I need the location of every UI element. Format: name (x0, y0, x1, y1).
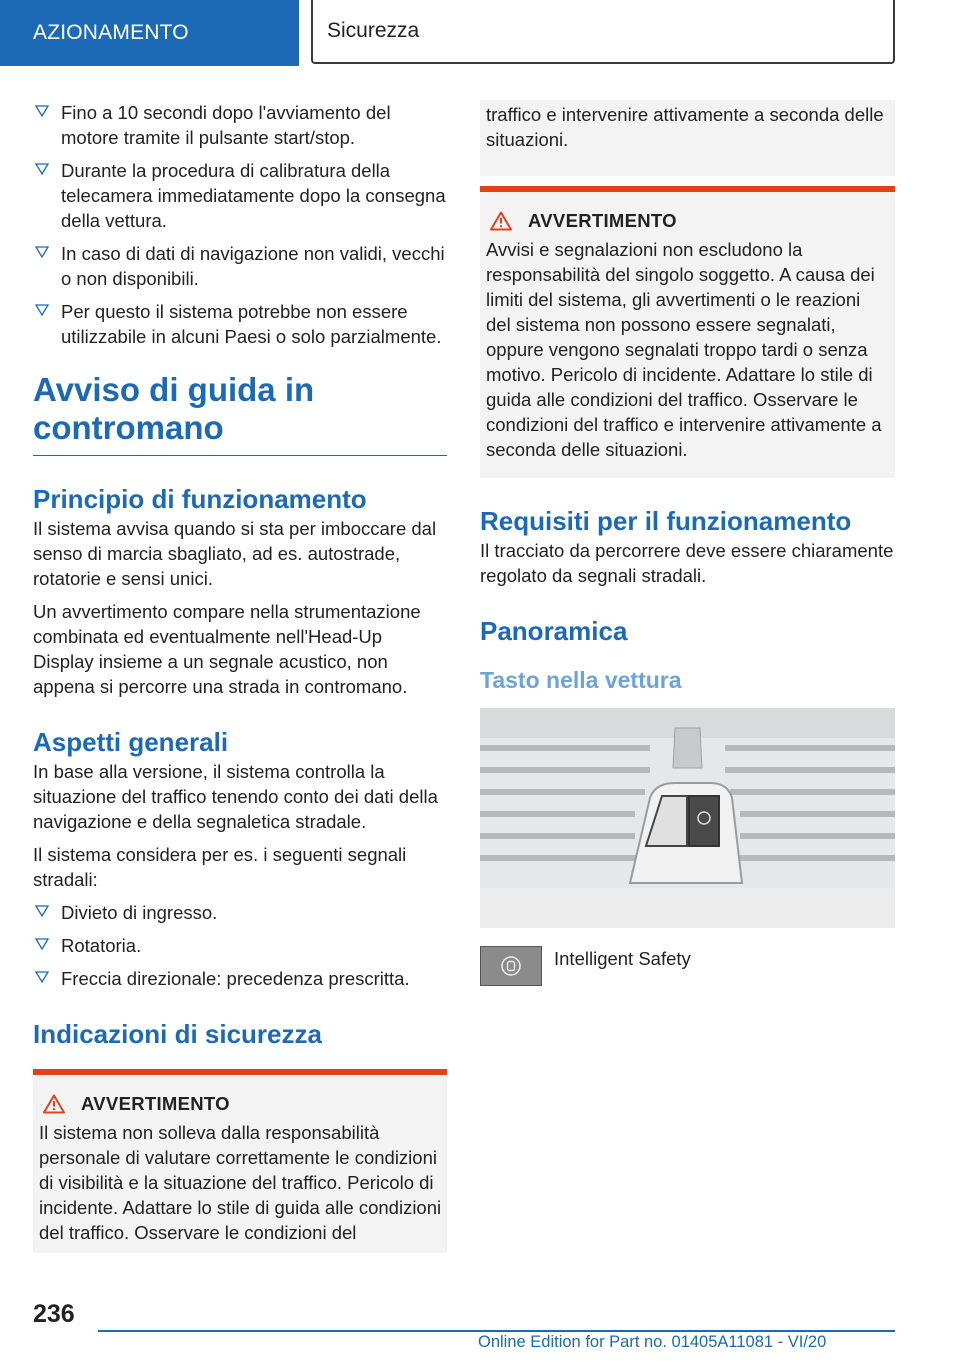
warning-triangle-icon (490, 211, 512, 231)
list-item-text: In caso di dati di navigazione non validi, vecchi o non disponibili. (61, 243, 445, 289)
bullet-triangle-icon (35, 162, 49, 176)
warning-title (486, 208, 890, 233)
warning-box (480, 186, 895, 478)
list-item (33, 158, 447, 233)
list-item-text: Divieto di ingresso. (61, 902, 218, 923)
list-item-text: Freccia direzionale: precedenza prescritta. (61, 968, 410, 989)
header-section-label: AZIONAMENTO (33, 21, 189, 44)
list-item-text: Fino a 10 secondi dopo l'avviamento del motore tramite il pulsante start/stop. (61, 102, 391, 148)
footer-edition: Online Edition for Part no. 01405A11081 - VI/20 (478, 1333, 827, 1351)
warning-text: Il sistema non solleva dalla responsabilità personale di valutare correttamente le condizioni di visibilità e la situazione del traffico. Pericolo di incidente. Adattare lo stile di guida alle condizioni del traffico. Osservare le condizioni del (39, 1122, 442, 1243)
bullet-triangle-icon (35, 937, 49, 951)
bullet-triangle-icon (35, 104, 49, 118)
header-chapter-tab (311, 0, 895, 64)
bullet-triangle-icon (35, 303, 49, 317)
section-heading-principio: Principio di funzionamento (33, 484, 367, 514)
warning-title (39, 1091, 442, 1116)
list-item-text: Durante la procedura di calibratura della telecamera immediatamente dopo la consegna della vettura. (61, 160, 446, 231)
list-item (33, 100, 447, 150)
header-chapter-label: Sicurezza (327, 19, 420, 42)
warning-text: traffico e intervenire attivamente a seconda delle situazioni. (486, 104, 884, 150)
bullet-triangle-icon (35, 245, 49, 259)
button-legend-label: Intelligent Safety (554, 948, 691, 969)
list-item (33, 299, 447, 349)
warning-title-text: AVVERTIMENTO (81, 1093, 230, 1114)
dashboard-illustration (480, 708, 895, 928)
page-title: Avviso di guida in contromano (33, 371, 447, 456)
paragraph: Il tracciato da percorrere deve essere chiaramente regolato da segnali stradali. (480, 540, 894, 586)
bullet-triangle-icon (35, 970, 49, 984)
paragraph: Il sistema avvisa quando si sta per imboccare dal senso di marcia sbagliato, ad es. autostrade, rotatorie e sensi unici. (33, 518, 437, 589)
list-item-text: Rotatoria. (61, 935, 142, 956)
right-column (480, 100, 895, 986)
paragraph: Un avvertimento compare nella strumentazione combinata ed eventualmente nell'Head-Up Display insieme a un segnale acustico, non appena si percorre una strada in contromano. (33, 601, 421, 697)
subsection-heading-tasto: Tasto nella vettura (480, 667, 682, 693)
page-number: 236 (33, 1300, 75, 1328)
footer-divider (98, 1330, 895, 1332)
warning-box-continued (480, 100, 895, 176)
button-legend (480, 946, 895, 986)
bullet-list-signs (33, 900, 447, 991)
list-item (33, 933, 447, 958)
button-location-image (480, 708, 895, 928)
paragraph: In base alla versione, il sistema controlla la situazione del traffico tenendo conto dei dati della navigazione e della segnaletica stradale. (33, 761, 438, 832)
bullet-list-conditions (33, 100, 447, 349)
intelligent-safety-icon (500, 955, 522, 977)
list-item (33, 900, 447, 925)
warning-box (33, 1069, 447, 1253)
warning-text: Avvisi e segnalazioni non escludono la responsabilità del singolo soggetto. A causa dei limiti del sistema, gli avvertimenti o le reazioni del sistema non possono essere segnalati, oppure vengono segnalati troppo tardi o senza motivo. Pericolo di incidente. Adattare lo stile di guida alle condizioni del traffico. Osservare le condizioni del traffico e intervenire attivamente a seconda delle situazioni. (486, 239, 882, 460)
paragraph: Il sistema considera per es. i seguenti segnali stradali: (33, 844, 407, 890)
intelligent-safety-button[interactable] (480, 946, 542, 986)
list-item-text: Per questo il sistema potrebbe non essere utilizzabile in alcuni Paesi o solo parzialmente. (61, 301, 442, 347)
list-item (33, 966, 447, 991)
section-heading-requisiti: Requisiti per il funzionamento (480, 506, 852, 536)
warning-title-text: AVVERTIMENTO (528, 210, 677, 231)
warning-triangle-icon (43, 1094, 65, 1114)
bullet-triangle-icon (35, 904, 49, 918)
left-column (33, 100, 447, 1253)
header-section-tab (0, 0, 299, 66)
section-heading-sicurezza: Indicazioni di sicurezza (33, 1019, 322, 1049)
section-heading-panoramica: Panoramica (480, 616, 628, 646)
section-heading-aspetti: Aspetti generali (33, 727, 229, 757)
list-item (33, 241, 447, 291)
